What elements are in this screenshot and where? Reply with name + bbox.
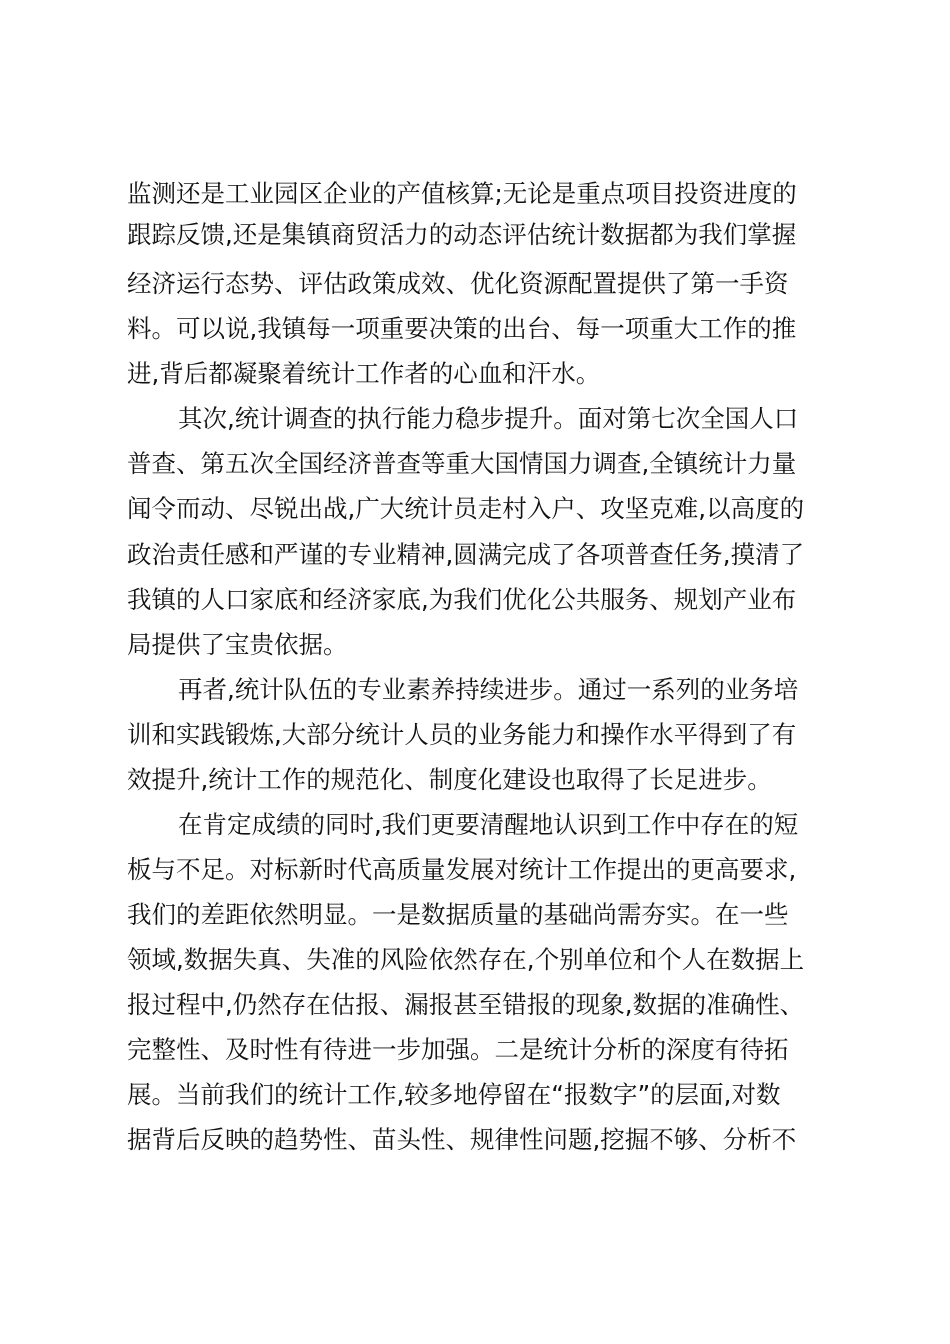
text-line: 跟踪反馈,还是集镇商贸活力的动态评估统计数据都为我们掌握 bbox=[127, 220, 797, 249]
text-line: 报过程中,仍然存在估报、漏报甚至错报的现象,数据的准确性、 bbox=[127, 990, 805, 1019]
text-line: 据背后反映的趋势性、苗头性、规律性问题,挖掘不够、分析不 bbox=[127, 1125, 797, 1154]
text-line: 闻令而动、尽锐出战,广大统计员走村入户、攻坚克难,以高度的 bbox=[127, 494, 805, 523]
text-line: 其次,统计调查的执行能力稳步提升。面对第七次全国人口 bbox=[178, 404, 799, 433]
text-line: 我镇的人口家底和经济家底,为我们优化公共服务、规划产业布 bbox=[127, 585, 797, 614]
text-line: 料。可以说,我镇每一项重要决策的出台、每一项重大工作的推 bbox=[127, 314, 797, 343]
text-line: 局提供了宝贵依据。 bbox=[127, 630, 348, 659]
text-line: 训和实践锻炼,大部分统计人员的业务能力和操作水平得到了有 bbox=[127, 720, 797, 749]
text-line: 再者,统计队伍的专业素养持续进步。通过一系列的业务培 bbox=[178, 675, 799, 704]
text-line: 政治责任感和严谨的专业精神,圆满完成了各项普查任务,摸清了 bbox=[127, 540, 805, 569]
text-line: 完整性、及时性有待进一步加强。二是统计分析的深度有待拓 bbox=[127, 1035, 789, 1064]
text-line: 领域,数据失真、失准的风险依然存在,个别单位和个人在数据上 bbox=[127, 945, 805, 974]
text-line: 进,背后都凝聚着统计工作者的心血和汗水。 bbox=[127, 359, 601, 388]
text-line: 效提升,统计工作的规范化、制度化建设也取得了长足进步。 bbox=[127, 765, 772, 794]
text-line: 在肯定成绩的同时,我们更要清醒地认识到工作中存在的短 bbox=[178, 810, 799, 839]
text-line: 监测还是工业园区企业的产值核算;无论是重点项目投资进度的 bbox=[127, 179, 797, 208]
text-line: 普查、第五次全国经济普查等重大国情国力调查,全镇统计力量 bbox=[127, 449, 797, 478]
text-line: 板与不足。对标新时代高质量发展对统计工作提出的更高要求, bbox=[127, 855, 797, 884]
text-line: 我们的差距依然明显。一是数据质量的基础尚需夯实。在一些 bbox=[127, 900, 789, 929]
text-line: 经济运行态势、评估政策成效、优化资源配置提供了第一手资 bbox=[127, 269, 789, 298]
text-line: 展。当前我们的统计工作,较多地停留在“报数字”的层面,对数 bbox=[127, 1080, 781, 1109]
